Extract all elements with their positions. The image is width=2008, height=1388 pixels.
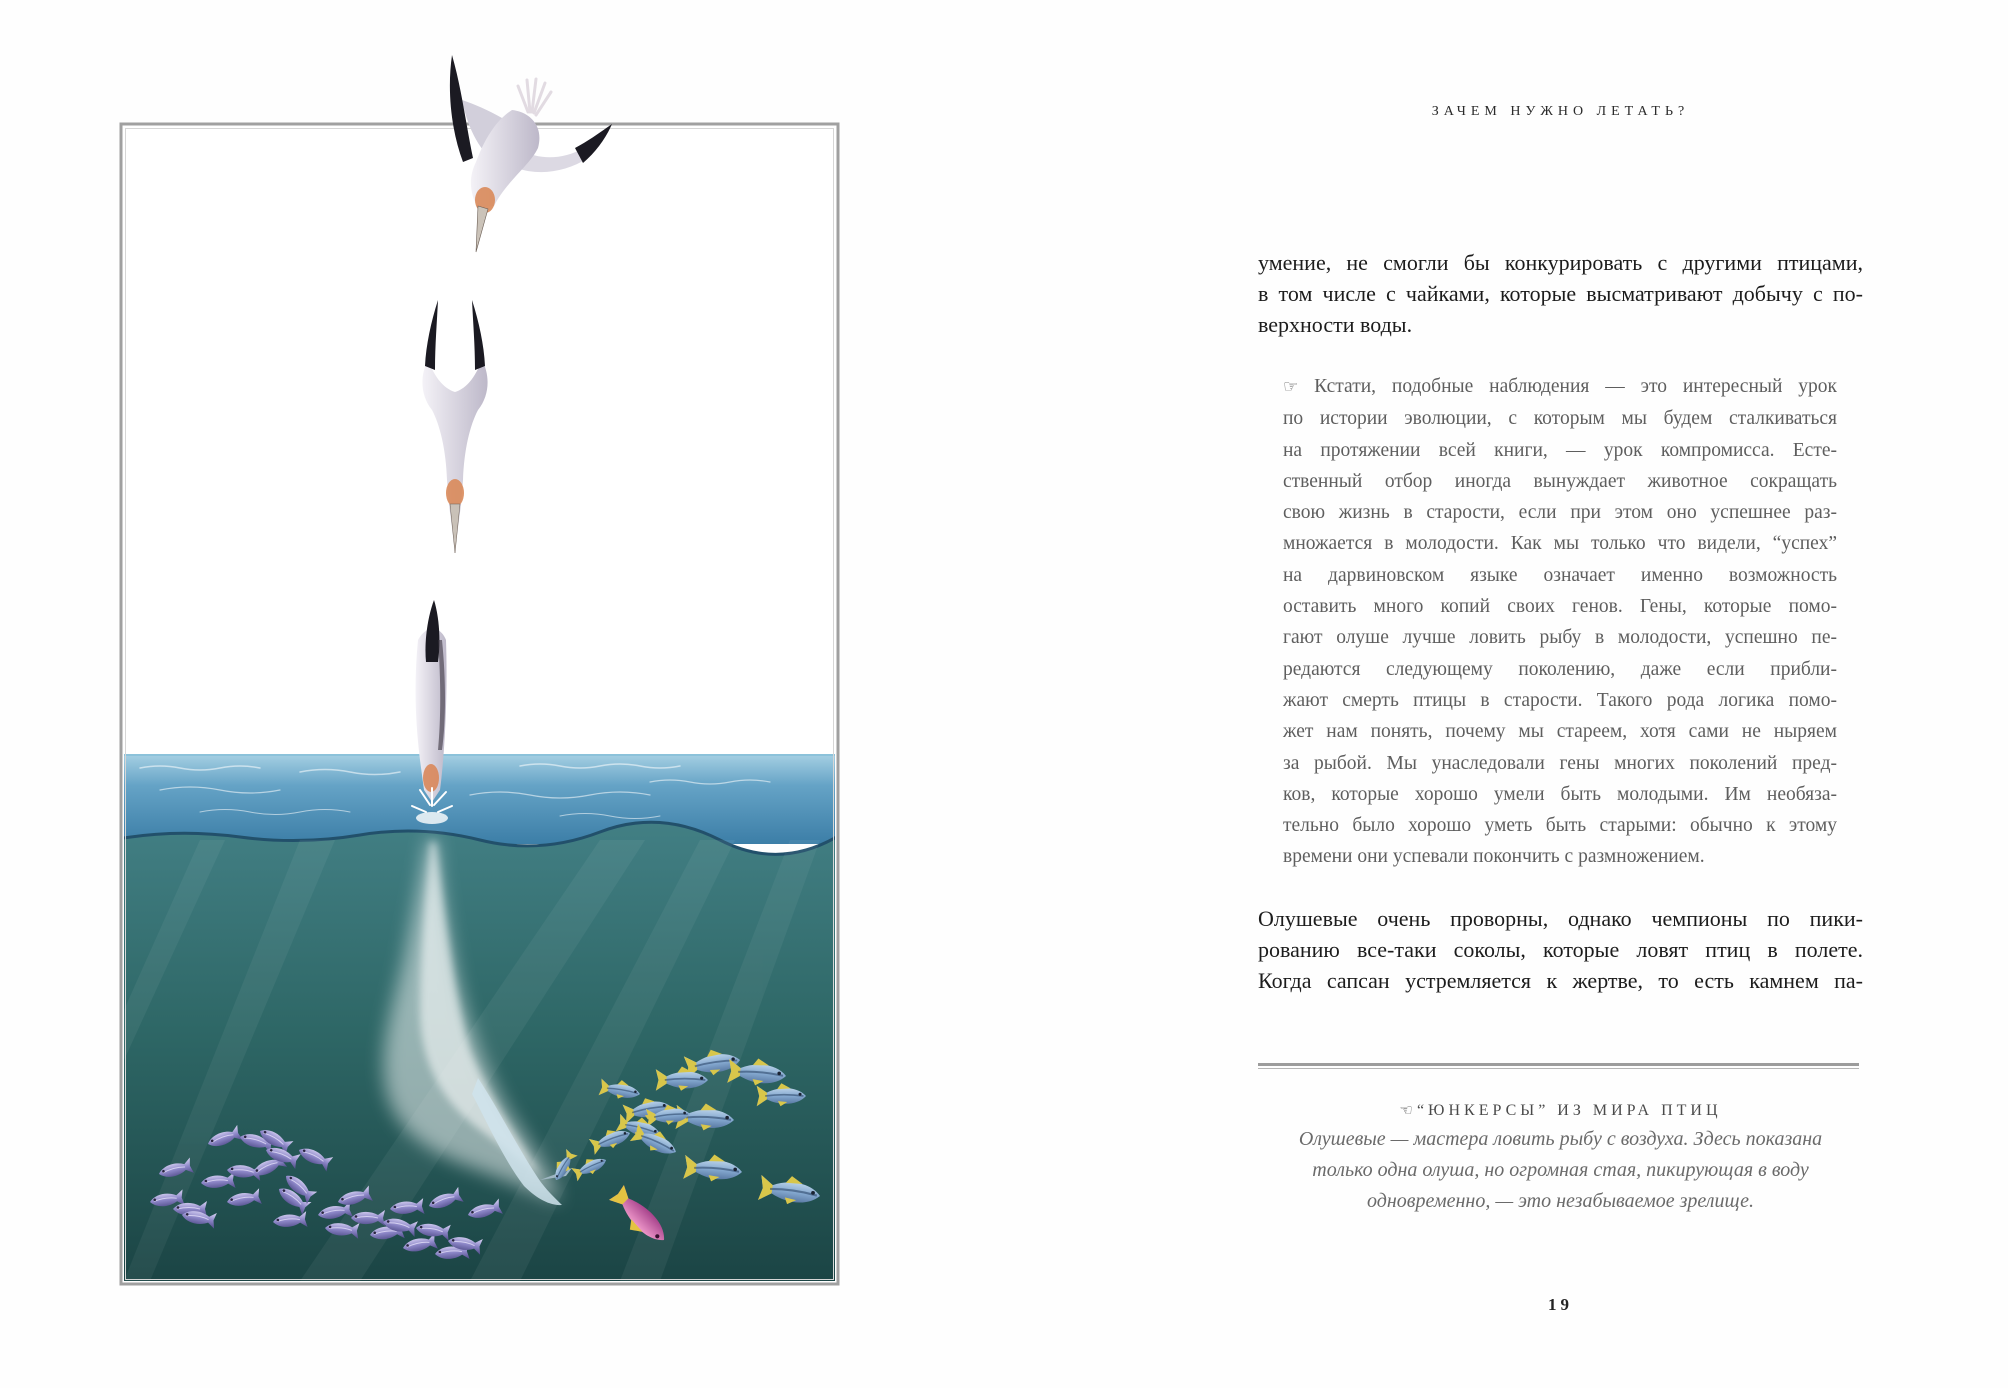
aside-line: множается в молодости. Как мы только что видели, “успех” [1283,533,1837,555]
caption-title [1258,1099,1863,1122]
aside-line: гают олуше лучше ловить рыбу в молодости, успешно пе- [1283,627,1837,649]
aside-line: за рыбой. Мы унаследовали гены многих поколений пред- [1283,752,1837,774]
page-number: 19 [1548,1295,1573,1314]
caption-line: одновременно, — это незабываемое зрелище. [1367,1190,1754,1212]
illustration-scene [124,127,840,1285]
aside-line: жают смерть птицы в старости. Такого рода логика помо- [1283,689,1837,711]
caption-line: Олушевые — мастера ловить рыбу с воздуха. Здесь показана [1298,1128,1823,1150]
aside-line: ственный отбор иногда вынуждает животное сокращать [1283,470,1837,492]
paragraph-line: Олушевые очень проворны, однако чемпионы по пики- [1258,906,1863,931]
aside-note [1283,371,1837,873]
sea-surface [124,754,835,844]
gannet-head [423,764,439,792]
paragraph-1 [1258,247,1863,341]
caption-title-text: “ЮНКЕРСЫ” ИЗ МИРА ПТИЦ [1416,1102,1722,1119]
aside-line: на протяжении всей книги, — урок компромисса. Есте- [1283,439,1837,461]
paragraph-line: рованию все-таки соколы, которые ловят птиц в полете. [1258,937,1863,963]
paragraph-2 [1258,903,1863,997]
caption-text [1258,1124,1863,1217]
aside-line: жет нам понять, почему мы стареем, хотя сами не ныряем [1283,721,1837,743]
sea-surface-fill [124,754,835,844]
right-page [1004,0,2008,1388]
gannet-head [446,479,464,507]
paragraph-line: в том числе с чайками, которые высматривают добычу с по- [1258,281,1863,307]
paragraph-line: верхности воды. [1258,312,1413,338]
aside-line: тельно было хорошо уметь быть старыми: обычно к этому [1283,815,1837,837]
aside-line [1283,371,1837,403]
aside-line: ков, которые хорошо умели быть молодыми. Им необяза- [1283,783,1837,805]
aside-line: оставить много копий своих генов. Гены, которые помо- [1283,596,1837,618]
aside-line: редаются следующему поколению, даже если прибли- [1283,658,1837,680]
caption-line: только одна олуша, но огромная стая, пикирующая в воду [1312,1159,1809,1181]
tail-feathers [518,79,551,115]
pointing-hand-right-icon [1283,376,1298,397]
splash-foam [416,812,448,824]
aside-line: свою жизнь в старости, если при этом оно успешнее раз- [1283,502,1837,524]
running-head: ЗАЧЕМ НУЖНО ЛЕТАТЬ? [1431,104,1690,119]
aside-line-text: Кстати, подобные наблюдения — это интересный урок [1314,376,1837,397]
aside-line: на дарвиновском языке означает именно возможность [1283,564,1837,586]
paragraph-line: Когда сапсан устремляется к жертве, то есть камнем па- [1258,968,1863,994]
aside-line: времени они успевали покончить с размножением. [1283,846,1705,868]
aside-line: по истории эволюции, с которым мы будем сталкиваться [1283,408,1837,430]
pointing-hand-left-icon [1399,1102,1416,1119]
caption-divider [1258,1063,1859,1069]
paragraph-line: умение, не смогли бы конкурировать с другими птицами, [1258,250,1863,275]
